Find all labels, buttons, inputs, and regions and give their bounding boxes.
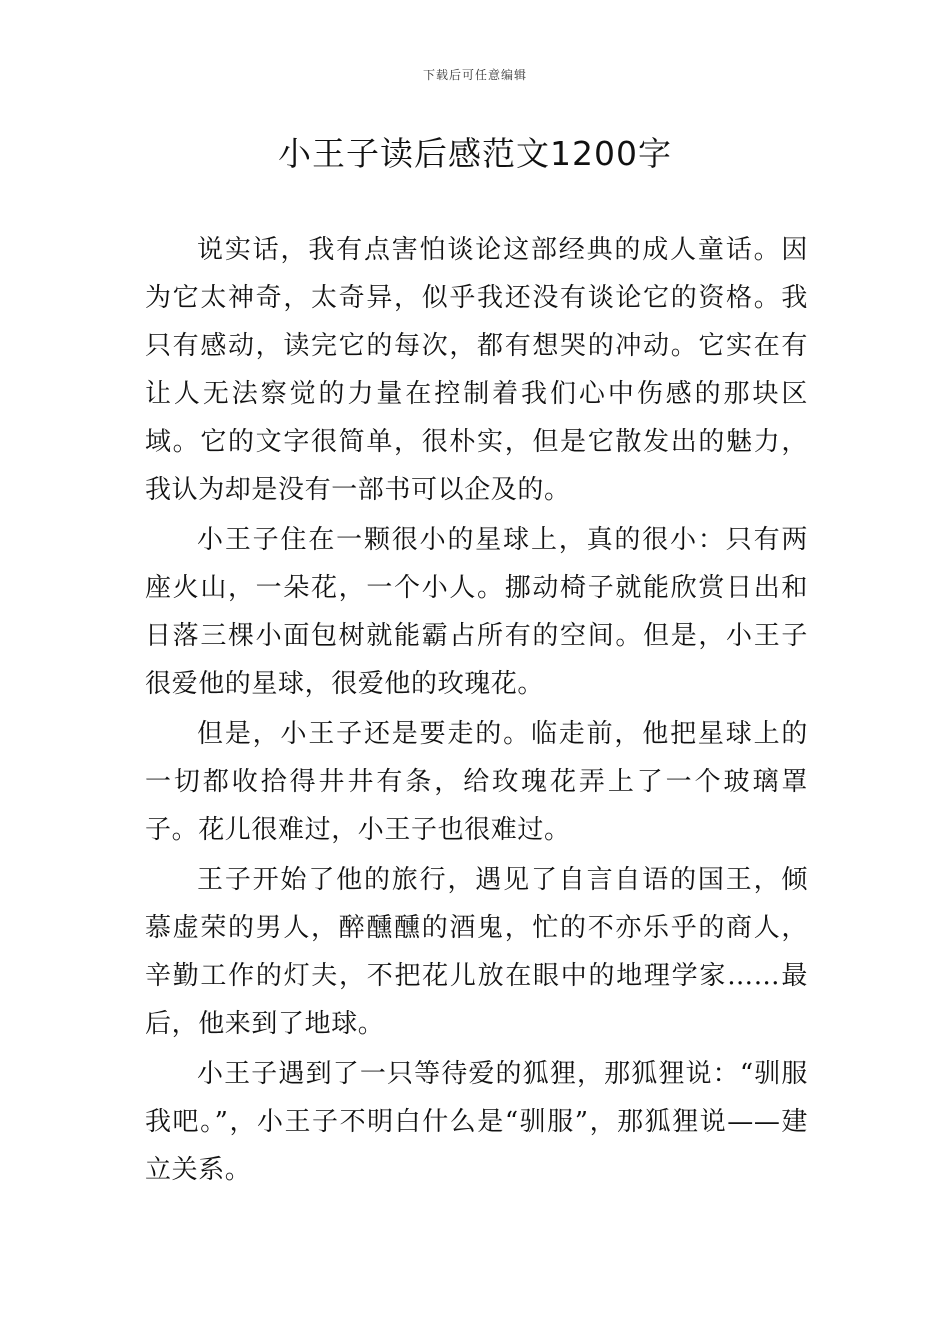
paragraph: 小王子住在一颗很小的星球上，真的很小：只有两座火山，一朵花，一个小人。挪动椅子就能欣赏日出和日落三棵小面包树就能霸占所有的空间。但是，小王子很爱他的星球，很爱他的玫瑰花。 xyxy=(145,525,808,699)
paragraph: 小王子遇到了一只等待爱的狐狸，那狐狸说：“驯服我吧。”，小王子不明白什么是“驯服”，那狐狸说——建立关系。 xyxy=(145,1059,808,1185)
document-title: 小王子读后感范文1200字 xyxy=(278,134,672,173)
paragraph: 但是，小王子还是要走的。临走前，他把星球上的一切都收拾得井井有条，给玫瑰花弄上了一个玻璃罩子。花儿很难过，小王子也很难过。 xyxy=(145,719,808,845)
document-body xyxy=(145,226,808,1196)
header-note: 下载后可任意编辑 xyxy=(422,68,527,82)
paragraph: 说实话，我有点害怕谈论这部经典的成人童话。因为它太神奇，太奇异，似乎我还没有谈论它的资格。我只有感动，读完它的每次，都有想哭的冲动。它实在有让人无法察觉的力量在控制着我们心中伤感的那块区域。它的文字很简单，很朴实，但是它散发出的魅力，我认为却是没有一部书可以企及的。 xyxy=(145,235,808,505)
paragraph: 王子开始了他的旅行，遇见了自言自语的国王，倾慕虚荣的男人，醉醺醺的酒鬼，忙的不亦乐乎的商人，辛勤工作的灯夫，不把花儿放在眼中的地理学家……最后，他来到了地球。 xyxy=(145,865,808,1039)
